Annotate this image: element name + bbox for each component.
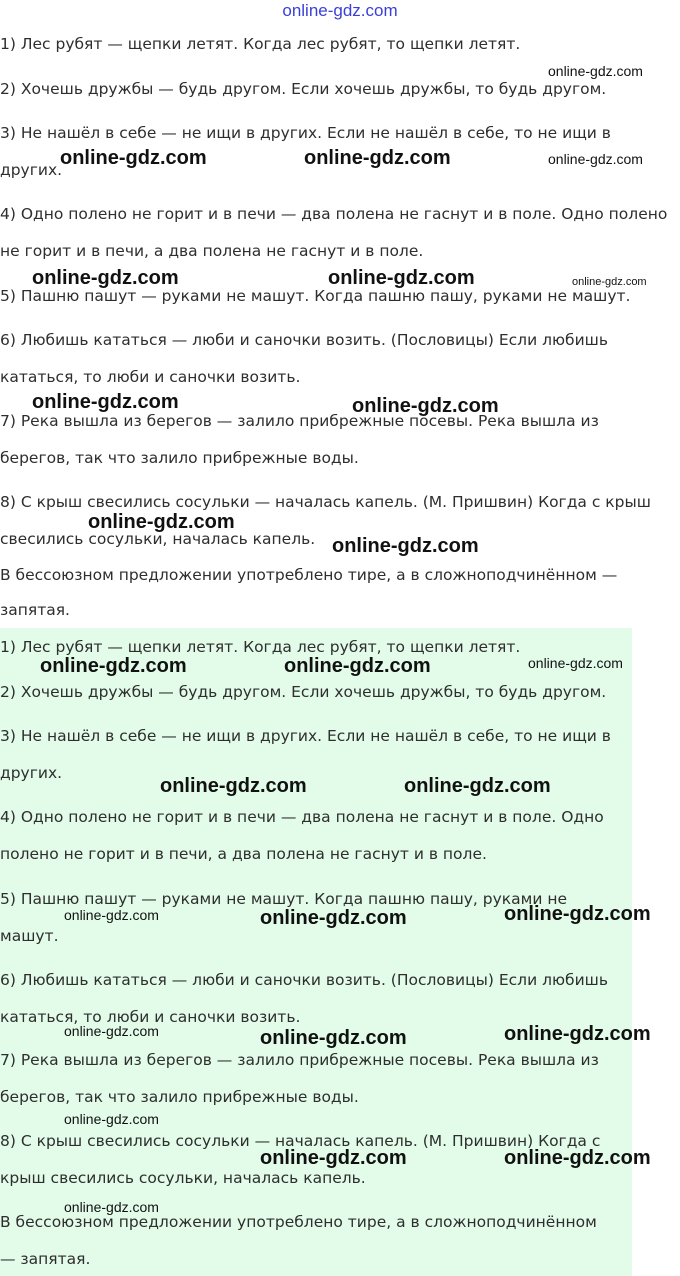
alt-answer-line: 3) Не нашёл в себе — не ищи в других. Если не нашёл в себе, то не ищи в xyxy=(0,727,611,745)
watermark: online-gdz.com xyxy=(504,903,651,925)
answer-line: 2) Хочешь дружбы — будь другом. Если хочешь дружбы, то будь другом. xyxy=(0,80,607,98)
watermark: online-gdz.com xyxy=(32,267,179,289)
answer-line: 7) Река вышла из берегов — залило прибрежные посевы. Река вышла из xyxy=(0,412,599,430)
alt-answer-line: 1) Лес рубят — щепки летят. Когда лес рубят, то щепки летят. xyxy=(0,638,521,656)
alt-answer-line: машут. xyxy=(0,927,59,945)
answer-line: кататься, то люби и саночки возить. xyxy=(0,368,301,386)
alt-answer-line: 4) Одно полено не горит и в печи — два полена не гаснут и в поле. Одно xyxy=(0,808,604,826)
watermark: online-gdz.com xyxy=(404,775,551,797)
answer-line: запятая. xyxy=(0,601,70,619)
answer-line: 4) Одно полено не горит и в печи — два полена не гаснут и в поле. Одно полено xyxy=(0,205,668,223)
watermark: online-gdz.com xyxy=(64,1199,159,1215)
site-title[interactable]: online-gdz.com xyxy=(282,1,398,20)
watermark: online-gdz.com xyxy=(304,147,451,169)
alt-answer-line: — запятая. xyxy=(0,1250,91,1268)
alt-answer-line: других. xyxy=(0,764,63,782)
watermark: online-gdz.com xyxy=(504,1023,651,1045)
answer-line: 1) Лес рубят — щепки летят. Когда лес рубят, то щепки летят. xyxy=(0,35,521,53)
watermark: online-gdz.com xyxy=(352,395,499,417)
alt-answer-line: В бессоюзном предложении употреблено тире, а в сложноподчинённом xyxy=(0,1213,597,1231)
watermark: online-gdz.com xyxy=(332,535,479,557)
answer-line: 6) Любишь кататься — люби и саночки возить. (Пословицы) Если любишь xyxy=(0,331,608,349)
watermark: online-gdz.com xyxy=(260,1027,407,1049)
watermark: online-gdz.com xyxy=(40,655,187,677)
answer-line: 3) Не нашёл в себе — не ищи в других. Если не нашёл в себе, то не ищи в xyxy=(0,124,611,142)
answer-line: не горит и в печи, а два полена не гаснут и в поле. xyxy=(0,242,424,260)
alt-answer-line: 2) Хочешь дружбы — будь другом. Если хочешь дружбы, то будь другом. xyxy=(0,683,607,701)
watermark: online-gdz.com xyxy=(328,267,475,289)
answer-line: других. xyxy=(0,161,63,179)
watermark: online-gdz.com xyxy=(88,511,235,533)
watermark: online-gdz.com xyxy=(32,391,179,413)
alt-answer-line: 8) С крыш свесились сосульки — началась капель. (М. Пришвин) Когда с xyxy=(0,1132,601,1150)
watermark: online-gdz.com xyxy=(548,151,643,167)
alt-answer-line: берегов, так что залило прибрежные воды. xyxy=(0,1088,359,1106)
answer-line: 8) С крыш свесились сосульки — началась капель. (М. Пришвин) Когда с крыш xyxy=(0,493,651,511)
watermark: online-gdz.com xyxy=(548,63,643,79)
alt-answer-line: 7) Река вышла из берегов — залило прибрежные посевы. Река вышла из xyxy=(0,1051,599,1069)
answer-line: В бессоюзном предложении употреблено тире, а в сложноподчинённом — xyxy=(0,566,618,584)
watermark: online-gdz.com xyxy=(64,907,159,923)
answer-line: свесились сосульки, началась капель. xyxy=(0,530,316,548)
alt-answer-line: 6) Любишь кататься — люби и саночки возить. (Пословицы) Если любишь xyxy=(0,971,608,989)
watermark: online-gdz.com xyxy=(64,1111,159,1127)
alt-answer-line: крыш свесились сосульки, началась капель. xyxy=(0,1169,366,1187)
answer-line: берегов, так что залило прибрежные воды. xyxy=(0,449,359,467)
watermark: online-gdz.com xyxy=(64,1023,159,1039)
watermark: online-gdz.com xyxy=(160,775,307,797)
watermark: online-gdz.com xyxy=(260,907,407,929)
alt-answer-line: кататься, то люби и саночки возить. xyxy=(0,1008,301,1026)
watermark: online-gdz.com xyxy=(504,1147,651,1169)
watermark: online-gdz.com xyxy=(284,655,431,677)
answer-line: 5) Пашню пашут — руками не машут. Когда пашню пашу, руками не машут. xyxy=(0,287,631,305)
alt-answer-line: 5) Пашню пашут — руками не машут. Когда пашню пашу, руками не xyxy=(0,890,568,908)
watermark: online-gdz.com xyxy=(60,147,207,169)
watermark: online-gdz.com xyxy=(572,276,647,288)
watermark: online-gdz.com xyxy=(528,655,623,671)
alt-answer-line: полено не горит и в печи, а два полена не гаснут и в поле. xyxy=(0,845,487,863)
watermark: online-gdz.com xyxy=(260,1147,407,1169)
